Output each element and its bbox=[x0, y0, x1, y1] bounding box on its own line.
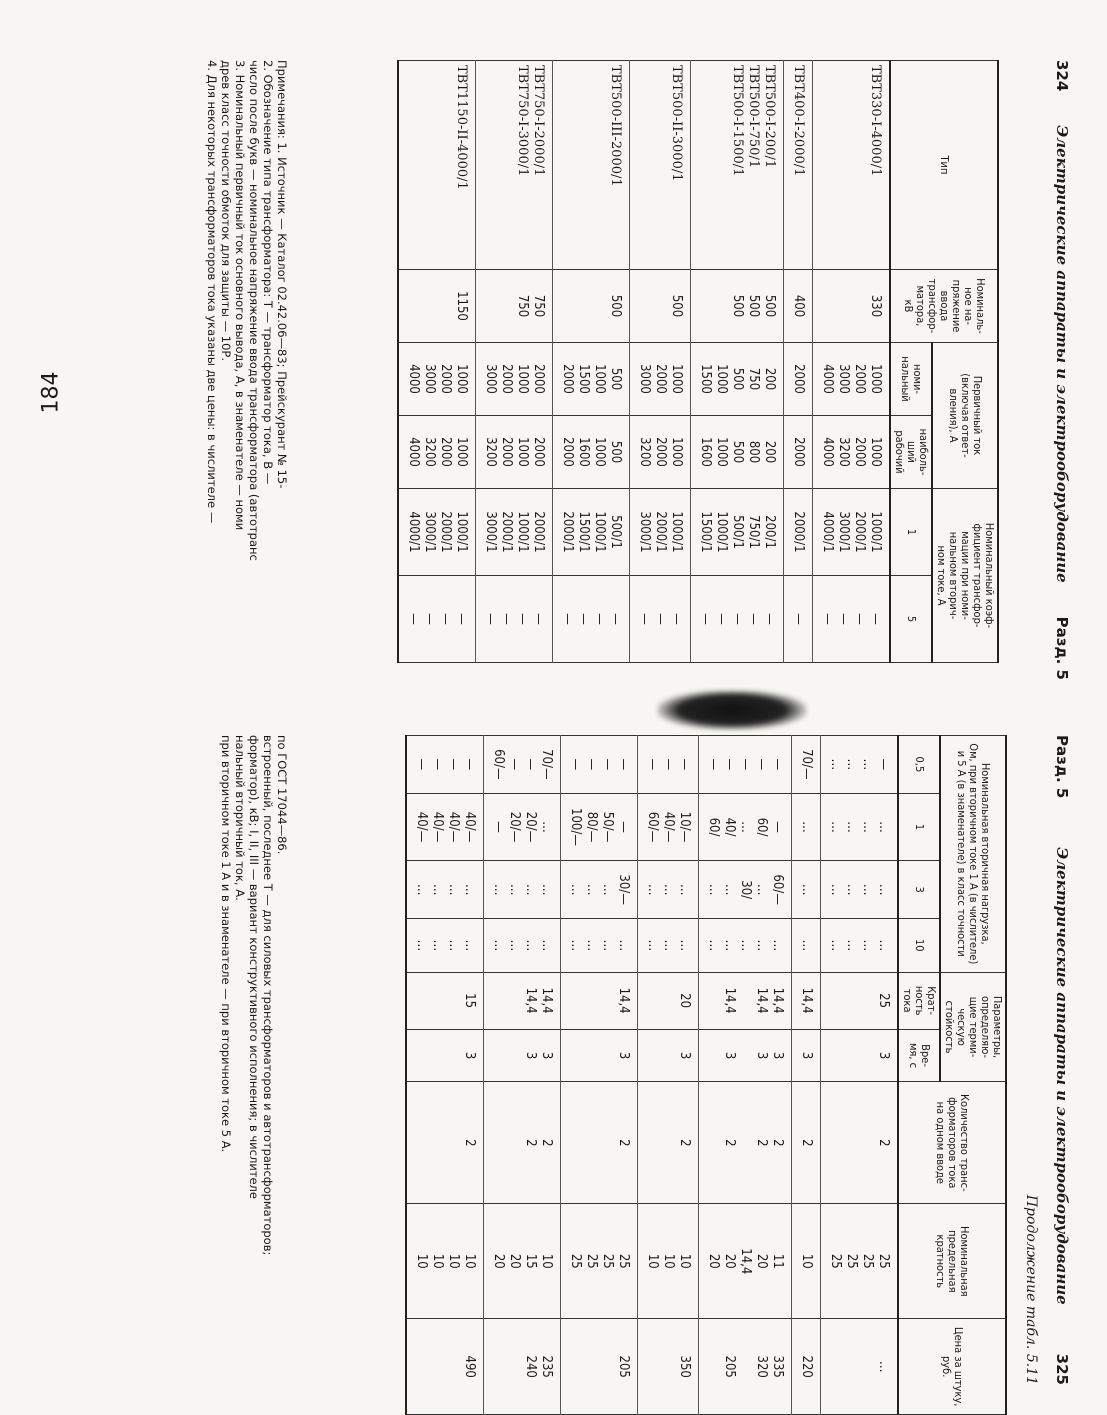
cell-ratio-5: — — — — bbox=[476, 576, 553, 663]
cell-c1: — 50/— 80/— 100/— bbox=[561, 793, 638, 861]
cell-c10: … … … … bbox=[821, 919, 899, 973]
col-ratio: Номинальный коэф- фициент трансфор- мации при номи- нальном вторич- ном токе, А bbox=[932, 489, 998, 663]
col-type: Тип bbox=[890, 61, 998, 270]
right-notes bbox=[219, 735, 289, 1395]
table-row bbox=[792, 736, 821, 1415]
right-running-head bbox=[1049, 735, 1075, 1385]
table-row bbox=[484, 736, 561, 1415]
cell-ratio-5: — — — — bbox=[398, 576, 476, 663]
cell-price: … bbox=[821, 1319, 899, 1415]
col-load: Номинальная вторичная нагрузка, Ом, при вторичном токе 1 А (в числителе) и 5 А (в знаменателе) в класс точности bbox=[940, 736, 1006, 973]
cell-c10: … bbox=[792, 919, 821, 973]
cell-c3: 30/— … … … bbox=[561, 861, 638, 919]
cell-ratio-5: — — — bbox=[630, 576, 691, 663]
cell-c3: … … … … bbox=[484, 861, 561, 919]
cell-voltage: 500 bbox=[553, 270, 630, 343]
cell-count: 2 bbox=[406, 1082, 484, 1204]
cell-time: 3 3 bbox=[484, 1029, 561, 1082]
cell-mult: 20 bbox=[638, 972, 699, 1029]
cell-c3: … … … … bbox=[821, 861, 899, 919]
table-row bbox=[398, 61, 476, 663]
cell-c1: — 60/ … 40/ 60/ bbox=[699, 793, 792, 861]
table-row bbox=[638, 736, 699, 1415]
table-row bbox=[821, 736, 899, 1415]
cell-primary-nom: 500 1000 1500 2000 bbox=[553, 343, 630, 416]
cell-c1: … 20/— 20/— — bbox=[484, 793, 561, 861]
cell-count: 2 2 bbox=[484, 1082, 561, 1204]
table-row bbox=[553, 61, 630, 663]
col-3: 3 bbox=[898, 861, 940, 919]
cell-time: 3 bbox=[638, 1029, 699, 1082]
cell-c1: 40/— 40/— 40/— 40/— bbox=[406, 793, 484, 861]
left-running-title: Электрические аппараты и электрооборудование bbox=[1053, 125, 1071, 583]
right-table bbox=[405, 735, 1007, 1415]
cell-count: 2 bbox=[561, 1082, 638, 1204]
col-thermal: Параметры, определяю- щие терми- ческую стойкость bbox=[940, 972, 1006, 1082]
cell-primary-nom: 1000 2000 3000 bbox=[630, 343, 691, 416]
note-line: при вторичном токе 1 А и в знаменателе — при вторичном токе 5 А. bbox=[219, 735, 233, 1153]
cell-limit: 25 25 25 25 bbox=[821, 1204, 899, 1319]
cell-type: ТВТ1150-II-4000/1 bbox=[398, 61, 476, 270]
cell-ratio-5: — — — — — bbox=[691, 576, 784, 663]
col-0-5: 0,5 bbox=[898, 736, 940, 794]
cell-limit: 10 10 10 bbox=[638, 1204, 699, 1319]
cell-type: ТВТ400-I-2000/1 bbox=[784, 61, 813, 270]
cell-c1: … … … … bbox=[821, 793, 899, 861]
right-section: Разд. 5 bbox=[1053, 735, 1071, 799]
cell-type: ТВТ750-I-2000/1 ТВТ750-I-3000/1 bbox=[476, 61, 553, 270]
cell-ratio-1: 2000/1 bbox=[784, 489, 813, 576]
cell-c10: … … … … … bbox=[699, 919, 792, 973]
cell-mult: 25 bbox=[821, 972, 899, 1029]
right-running-title: Электрические аппараты и электрооборудование bbox=[1053, 847, 1071, 1305]
col-primary-nom: номи- нальный bbox=[890, 343, 932, 416]
table-row bbox=[406, 736, 484, 1415]
cell-c3: … bbox=[792, 861, 821, 919]
cell-c06: — — — — bbox=[406, 736, 484, 794]
cell-ratio-1: 1000/1 2000/1 3000/1 4000/1 bbox=[398, 489, 476, 576]
left-page bbox=[0, 0, 1107, 700]
cell-price: 235 240 bbox=[484, 1319, 561, 1415]
cell-ratio-1: 200/1 750/1 500/1 1000/1 1500/1 bbox=[691, 489, 784, 576]
cell-time: 3 bbox=[821, 1029, 899, 1082]
cell-c10: … … … … bbox=[561, 919, 638, 973]
cell-price: 350 bbox=[638, 1319, 699, 1415]
cell-type: ТВТ330-I-4000/1 bbox=[813, 61, 891, 270]
cell-primary-nom: 1000 2000 3000 4000 bbox=[398, 343, 476, 416]
col-voltage: Номиналь- ное на- пряжение ввода трансфор- матора, кВ bbox=[890, 270, 998, 343]
cell-price: 335 320 205 bbox=[699, 1319, 792, 1415]
cell-mult: 14,4 bbox=[561, 972, 638, 1029]
note-line: 2. Обозначение типа трансформатора: Т — трансформатор тока, В — bbox=[261, 60, 275, 485]
table-row bbox=[813, 61, 891, 663]
cell-c1: 10/— 40/— 60/— bbox=[638, 793, 699, 861]
cell-voltage: 330 bbox=[813, 270, 891, 343]
cell-limit: 25 25 25 25 bbox=[561, 1204, 638, 1319]
cell-voltage: 750 750 bbox=[476, 270, 553, 343]
col-limit: Номинальная предельная кратность bbox=[898, 1204, 1006, 1319]
table-row bbox=[561, 736, 638, 1415]
cell-c06: — — — — — bbox=[699, 736, 792, 794]
cell-primary-nom: 200 750 500 1000 1500 bbox=[691, 343, 784, 416]
table-row bbox=[699, 736, 792, 1415]
table-row bbox=[476, 61, 553, 663]
note-line: форматор), кВ; I, II, III — вариант конструктивного исполнения; в числителе bbox=[247, 735, 261, 1199]
note-line: 4. Для некоторых трансформаторов тока указаны две цены: в числителе — bbox=[205, 60, 219, 524]
cell-count: 2 bbox=[792, 1082, 821, 1204]
cell-primary-max: 1000 2000 3200 bbox=[630, 416, 691, 489]
cell-limit: 10 10 10 10 bbox=[406, 1204, 484, 1319]
note-line: по ГОСТ 17044—86. bbox=[275, 735, 289, 855]
cell-voltage: 500 500 500 bbox=[691, 270, 784, 343]
cell-c06: 70/— — — 60/— bbox=[484, 736, 561, 794]
cell-c3: 60/— … 30/ … … bbox=[699, 861, 792, 919]
cell-primary-nom: 2000 bbox=[784, 343, 813, 416]
cell-primary-max: 2000 1000 2000 3200 bbox=[476, 416, 553, 489]
cell-mult: 14,4 14,4 14,4 bbox=[699, 972, 792, 1029]
cell-ratio-5: — — — — bbox=[813, 576, 891, 663]
cell-count: 2 bbox=[638, 1082, 699, 1204]
cell-c10: … … … … bbox=[406, 919, 484, 973]
table-row bbox=[630, 61, 691, 663]
cell-time: 3 3 3 bbox=[699, 1029, 792, 1082]
cell-primary-max: 200 800 500 1000 1600 bbox=[691, 416, 784, 489]
left-page-number: 324 bbox=[1053, 60, 1071, 92]
cell-primary-nom: 1000 2000 3000 4000 bbox=[813, 343, 891, 416]
cell-limit: 10 15 20 20 bbox=[484, 1204, 561, 1319]
cell-primary-max: 1000 2000 3200 4000 bbox=[398, 416, 476, 489]
table-row bbox=[691, 61, 784, 663]
cell-count: 2 2 2 bbox=[699, 1082, 792, 1204]
note-line: Примечания: 1. Источник — Каталог 02.42.06—83; Прейскурант № 15- bbox=[275, 60, 289, 489]
cell-type: ТВТ500-III-2000/1 bbox=[553, 61, 630, 270]
cell-voltage: 1150 bbox=[398, 270, 476, 343]
cell-voltage: 500 bbox=[630, 270, 691, 343]
cell-c06: 70/— bbox=[792, 736, 821, 794]
cell-voltage: 400 bbox=[784, 270, 813, 343]
cell-ratio-1: 2000/1 1000/1 2000/1 3000/1 bbox=[476, 489, 553, 576]
cell-c3: … … … … bbox=[406, 861, 484, 919]
cell-c1: … bbox=[792, 793, 821, 861]
col-ratio-5: 5 bbox=[890, 576, 932, 663]
left-notes bbox=[205, 60, 289, 680]
note-line: 3. Номинальный первичный ток основного вывода, А, в знаменателе — номи bbox=[233, 60, 247, 531]
cell-c06: — … … … bbox=[821, 736, 899, 794]
cell-primary-max: 2000 bbox=[784, 416, 813, 489]
cell-c10: … … … bbox=[638, 919, 699, 973]
table-row bbox=[784, 61, 813, 663]
cell-price: 490 bbox=[406, 1319, 484, 1415]
cell-time: 3 bbox=[792, 1029, 821, 1082]
cell-ratio-5: — — — — bbox=[553, 576, 630, 663]
left-section: Разд. 5 bbox=[1053, 616, 1071, 680]
col-10: 10 bbox=[898, 919, 940, 973]
cell-ratio-1: 1000/1 2000/1 3000/1 4000/1 bbox=[813, 489, 891, 576]
right-page-number: 325 bbox=[1053, 1353, 1071, 1385]
note-line: нальный вторичный ток, А. bbox=[233, 735, 247, 901]
cell-primary-max: 500 1000 1600 2000 bbox=[553, 416, 630, 489]
left-running-head bbox=[1049, 60, 1075, 680]
cell-mult: 15 bbox=[406, 972, 484, 1029]
col-primary-max: наиболь- ший рабочий bbox=[890, 416, 932, 489]
note-line: древ класс точности обмоток для защиты — 10Р. bbox=[219, 60, 233, 361]
cell-price: 205 bbox=[561, 1319, 638, 1415]
cell-c06: — — — — bbox=[561, 736, 638, 794]
cell-mult: 14,4 14,4 bbox=[484, 972, 561, 1029]
cell-limit: 10 bbox=[792, 1204, 821, 1319]
col-ratio-1: 1 bbox=[890, 489, 932, 576]
cell-mult: 14,4 bbox=[792, 972, 821, 1029]
cell-price: 220 bbox=[792, 1319, 821, 1415]
cell-type: ТВТ500-I-200/1 ТВТ500-I-750/1 ТВТ500-I-1500/1 bbox=[691, 61, 784, 270]
cell-count: 2 bbox=[821, 1082, 899, 1204]
left-table bbox=[397, 60, 999, 663]
cell-ratio-1: 1000/1 2000/1 3000/1 bbox=[630, 489, 691, 576]
cell-time: 3 bbox=[561, 1029, 638, 1082]
col-1: 1 bbox=[898, 793, 940, 861]
cell-c10: … … … … bbox=[484, 919, 561, 973]
cell-type: ТВТ500-II-3000/1 bbox=[630, 61, 691, 270]
cell-c3: … … … bbox=[638, 861, 699, 919]
col-primary: Первичный ток (включая ответ- вления), А bbox=[932, 343, 998, 489]
cell-ratio-5: — bbox=[784, 576, 813, 663]
right-page bbox=[0, 715, 1107, 1415]
col-time: Вре- мя, с bbox=[898, 1029, 940, 1082]
handwritten-margin-number: 184 bbox=[38, 371, 64, 414]
continuation-label: Продолжение табл. 5.11 bbox=[1023, 1194, 1039, 1385]
note-line: число после букв — номинальное напряжение ввода трансформатора (автотранс bbox=[247, 60, 261, 561]
cell-ratio-1: 500/1 1000/1 1500/1 2000/1 bbox=[553, 489, 630, 576]
col-mult: Крат- ность тока bbox=[898, 972, 940, 1029]
note-line: встроенный, последнее Т — для силовых трансформаторов и автотрансформаторов; bbox=[261, 735, 275, 1256]
cell-limit: 11 20 14,4 20 20 bbox=[699, 1204, 792, 1319]
cell-c06: — — — bbox=[638, 736, 699, 794]
cell-primary-nom: 2000 1000 2000 3000 bbox=[476, 343, 553, 416]
col-count: Количество транс- форматоров тока на одном вводе bbox=[898, 1082, 1006, 1204]
col-price: Цена за штуку, руб. bbox=[898, 1319, 1006, 1415]
cell-primary-max: 1000 2000 3200 4000 bbox=[813, 416, 891, 489]
cell-time: 3 bbox=[406, 1029, 484, 1082]
